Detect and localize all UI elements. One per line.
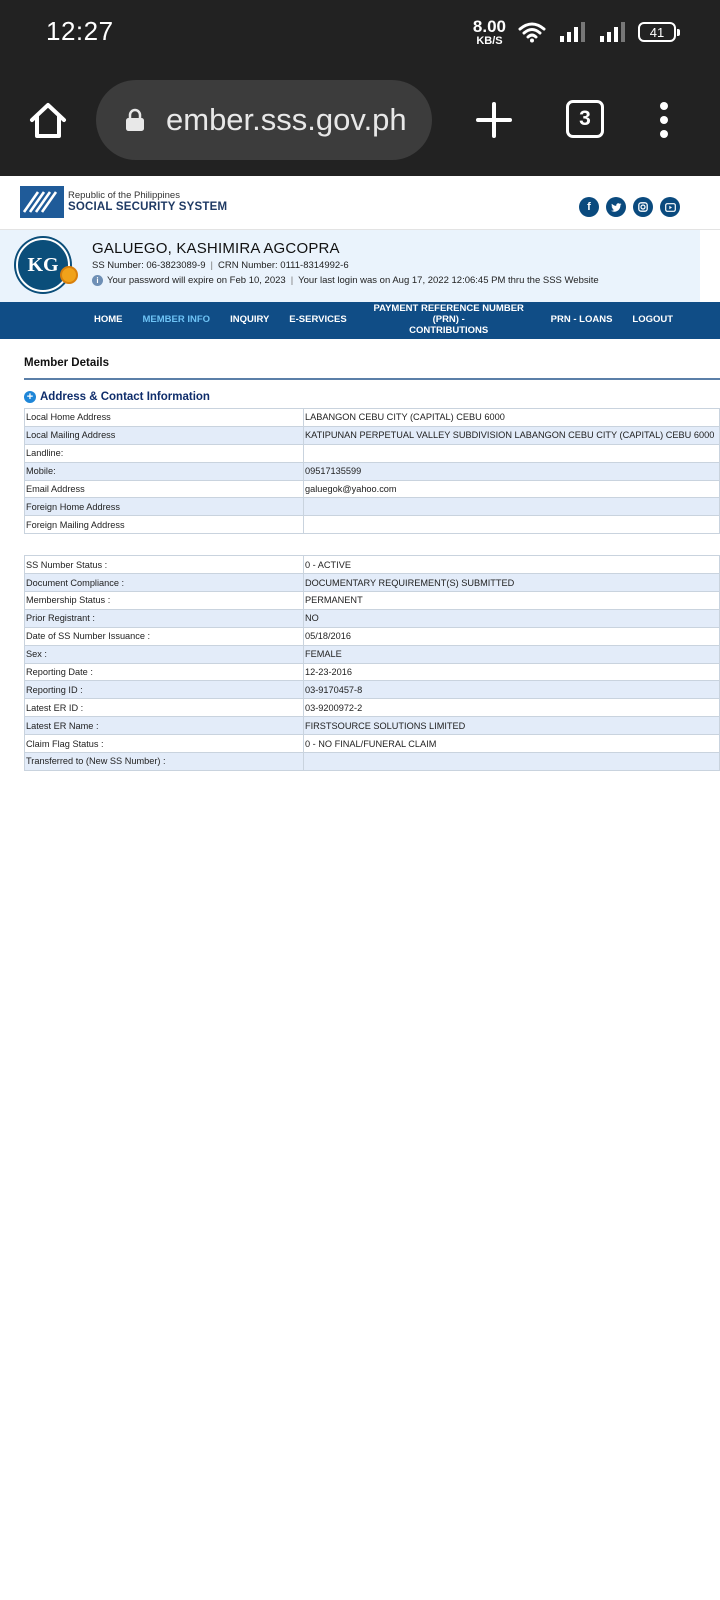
row-value: NO (304, 609, 720, 627)
row-label: Mobile: (25, 462, 304, 480)
row-label: Email Address (25, 480, 304, 498)
row-label: Transferred to (New SS Number) : (25, 753, 304, 771)
table-row (25, 556, 720, 574)
row-label: Local Home Address (25, 409, 304, 427)
browser-toolbar (0, 80, 720, 160)
info-icon: i (92, 275, 103, 286)
table-row (25, 627, 720, 645)
row-value: 0 - ACTIVE (304, 556, 720, 574)
row-value (304, 498, 720, 516)
table-row (25, 645, 720, 663)
row-label: Foreign Mailing Address (25, 516, 304, 534)
address-section-toggle[interactable] (24, 391, 720, 403)
row-value: 12-23-2016 (304, 663, 720, 681)
row-value: 09517135599 (304, 462, 720, 480)
net-speed-unit: KB/S (476, 34, 503, 47)
nav-prn-loans[interactable]: PRN - LOANS (550, 314, 613, 326)
status-icons (473, 14, 676, 50)
plus-icon[interactable] (472, 98, 516, 142)
logo-title: SOCIAL SECURITY SYSTEM (68, 200, 228, 213)
separator: | (290, 275, 294, 286)
page-title: Member Details (24, 357, 720, 380)
nav-member-info[interactable]: MEMBER INFO (142, 314, 211, 326)
url-text: ember.sss.gov.ph (166, 102, 407, 137)
signal-icon (598, 21, 626, 43)
member-numbers (92, 260, 349, 271)
row-value: KATIPUNAN PERPETUAL VALLEY SUBDIVISION LABANGON CEBU CITY (CAPITAL) CEBU 6000 (304, 426, 720, 444)
sss-logo[interactable] (20, 186, 227, 218)
main-nav (0, 302, 720, 339)
web-page (0, 176, 720, 771)
nav-inquiry[interactable]: INQUIRY (230, 314, 270, 326)
row-label: Landline: (25, 444, 304, 462)
battery-level: 41 (649, 24, 665, 40)
row-value: 05/18/2016 (304, 627, 720, 645)
address-section-heading: Address & Contact Information (40, 391, 210, 403)
member-name: GALUEGO, KASHIMIRA AGCOPRA (92, 240, 340, 257)
browser-chrome (0, 0, 720, 176)
separator: | (210, 260, 214, 271)
table-row (25, 609, 720, 627)
row-label: Document Compliance : (25, 574, 304, 592)
row-label: Local Mailing Address (25, 426, 304, 444)
crn-number: CRN Number: 0111-8314992-6 (218, 260, 349, 271)
table-row (25, 699, 720, 717)
row-value (304, 444, 720, 462)
password-notice: Your password will expire on Feb 10, 2023 (107, 275, 286, 286)
member-badge-icon (60, 266, 78, 284)
row-label: Membership Status : (25, 592, 304, 610)
avatar: KG (16, 238, 70, 292)
row-label: Claim Flag Status : (25, 735, 304, 753)
site-header (0, 176, 720, 230)
table-row (25, 592, 720, 610)
row-label: Sex : (25, 645, 304, 663)
row-value: LABANGON CEBU CITY (CAPITAL) CEBU 6000 (304, 409, 720, 427)
membership-status-table (24, 555, 720, 771)
row-value: PERMANENT (304, 592, 720, 610)
nav-prn-line2: CONTRIBUTIONS (409, 324, 489, 336)
table-row (25, 681, 720, 699)
last-login: Your last login was on Aug 17, 2022 12:06:45 PM thru the SSS Website (298, 275, 599, 286)
row-label: Prior Registrant : (25, 609, 304, 627)
table-row (25, 735, 720, 753)
row-value: FIRSTSOURCE SOLUTIONS LIMITED (304, 717, 720, 735)
row-label: Latest ER ID : (25, 699, 304, 717)
row-value: 0 - NO FINAL/FUNERAL CLAIM (304, 735, 720, 753)
row-value: 03-9200972-2 (304, 699, 720, 717)
nav-logout[interactable]: LOGOUT (632, 314, 674, 326)
ss-number: SS Number: 06-3823089-9 (92, 260, 206, 271)
sss-logo-icon (20, 186, 64, 218)
table-row (25, 409, 720, 427)
wifi-icon (518, 21, 546, 43)
row-value (304, 516, 720, 534)
main-content (0, 357, 720, 771)
table-row (25, 574, 720, 592)
signal-icon (558, 21, 586, 43)
table-row (25, 426, 720, 444)
table-row (25, 663, 720, 681)
row-label: Reporting Date : (25, 663, 304, 681)
logo-subtitle: Republic of the Philippines (68, 189, 180, 201)
address-table (24, 408, 720, 534)
member-banner (0, 230, 700, 302)
expand-icon: + (24, 391, 36, 403)
row-value: FEMALE (304, 645, 720, 663)
row-label: SS Number Status : (25, 556, 304, 574)
row-value: 03-9170457-8 (304, 681, 720, 699)
status-time: 12:27 (46, 16, 114, 46)
net-speed-value: 8.00 (472, 16, 506, 36)
more-vert-icon[interactable] (650, 98, 678, 142)
table-row (25, 480, 720, 498)
tabs-icon[interactable] (566, 100, 604, 138)
nav-prn-line1: PAYMENT REFERENCE NUMBER (PRN) - (373, 303, 524, 326)
youtube-icon[interactable] (660, 197, 680, 217)
row-label: Reporting ID : (25, 681, 304, 699)
lock-icon (124, 108, 146, 132)
address-bar[interactable] (96, 80, 432, 160)
nav-home[interactable]: HOME (94, 314, 123, 326)
row-value (304, 753, 720, 771)
table-row (25, 717, 720, 735)
table-row (25, 462, 720, 480)
row-value: DOCUMENTARY REQUIREMENT(S) SUBMITTED (304, 574, 720, 592)
battery-icon (638, 22, 676, 42)
row-label: Latest ER Name : (25, 717, 304, 735)
account-notice (92, 275, 599, 286)
row-value: galuegok@yahoo.com (304, 480, 720, 498)
facebook-icon[interactable]: f (579, 197, 599, 217)
row-label: Date of SS Number Issuance : (25, 627, 304, 645)
social-links (579, 197, 680, 217)
table-row (25, 516, 720, 534)
nav-eservices[interactable]: E-SERVICES (289, 314, 347, 326)
tab-count: 3 (579, 107, 591, 130)
net-speed (473, 18, 506, 47)
table-row (25, 753, 720, 771)
home-icon[interactable] (26, 98, 70, 142)
nav-prn-contributions[interactable] (367, 304, 531, 337)
instagram-icon[interactable] (633, 197, 653, 217)
table-row (25, 498, 720, 516)
twitter-icon[interactable] (606, 197, 626, 217)
row-label: Foreign Home Address (25, 498, 304, 516)
table-row (25, 444, 720, 462)
